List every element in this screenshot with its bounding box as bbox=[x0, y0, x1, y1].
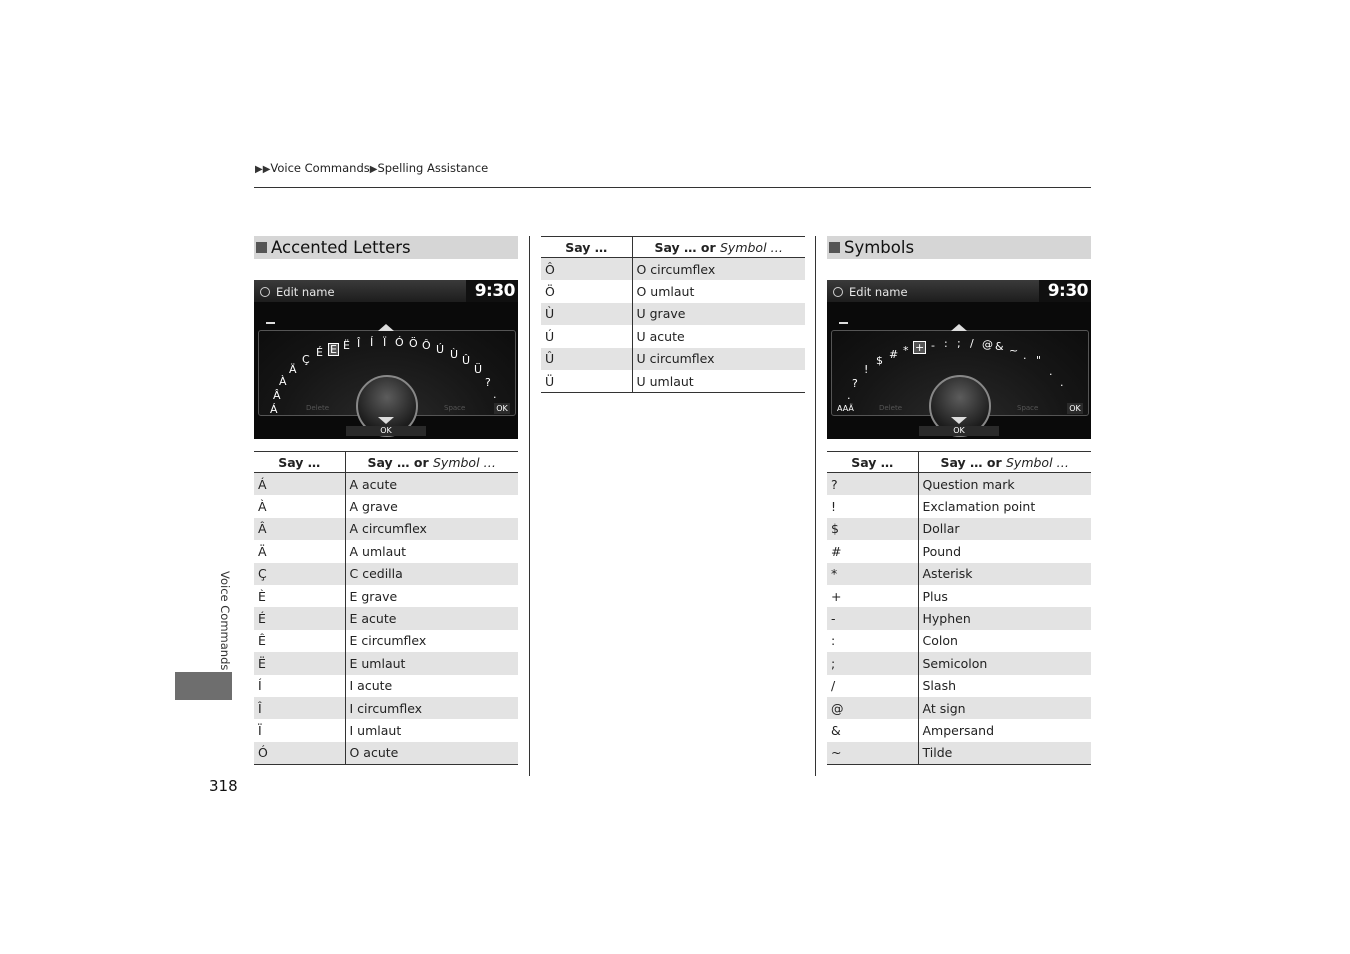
wheel-char[interactable]: / bbox=[970, 337, 974, 350]
up-arrow-icon bbox=[378, 324, 394, 331]
table-row: Â A circumflex bbox=[254, 518, 518, 540]
wheel-char[interactable]: Ï bbox=[383, 336, 387, 349]
table-row: Ê E circumflex bbox=[254, 630, 518, 652]
wheel-char[interactable]: Î bbox=[357, 337, 361, 350]
wheel-char[interactable]: Ú bbox=[436, 343, 445, 356]
wheel-char[interactable]: Ù bbox=[450, 348, 459, 361]
wheel-char[interactable]: Ë bbox=[343, 339, 350, 352]
home-icon bbox=[833, 287, 843, 297]
table-header-row bbox=[254, 452, 518, 473]
delete-label: Delete bbox=[306, 404, 329, 412]
wheel-char[interactable]: @ bbox=[982, 338, 993, 351]
accented-letters-screen bbox=[254, 280, 518, 439]
breadcrumb-item-voice-commands[interactable]: Voice Commands bbox=[270, 161, 370, 175]
wheel-char[interactable]: ; bbox=[957, 337, 961, 350]
wheel-char[interactable]: Ä bbox=[289, 363, 297, 376]
table-row: Î I circumflex bbox=[254, 697, 518, 719]
wheel-char[interactable]: " bbox=[1036, 354, 1042, 367]
table-row: Ù U grave bbox=[541, 303, 805, 325]
wheel-char[interactable]: Í bbox=[370, 336, 374, 349]
symbols-screen bbox=[827, 280, 1091, 439]
table-row: Û U circumflex bbox=[541, 348, 805, 370]
down-arrow-icon bbox=[378, 417, 394, 424]
wheel-char[interactable]: . bbox=[1049, 365, 1053, 378]
chapter-tab bbox=[175, 672, 232, 700]
wheel-char[interactable]: : bbox=[944, 337, 948, 350]
wheel-char[interactable]: * bbox=[903, 344, 909, 357]
side-chapter-label: Voice Commands bbox=[218, 571, 232, 671]
down-arrow-icon bbox=[951, 417, 967, 424]
ok-right-button[interactable]: OK bbox=[494, 403, 510, 414]
table-row: Í I acute bbox=[254, 675, 518, 697]
table-row: @ At sign bbox=[827, 697, 1091, 719]
text-cursor bbox=[839, 322, 848, 324]
wheel-char-selected[interactable]: + bbox=[915, 341, 925, 354]
table-row: : Colon bbox=[827, 630, 1091, 652]
table-row: # Pound bbox=[827, 540, 1091, 562]
table-row: Ë E umlaut bbox=[254, 652, 518, 674]
col-header-say-or-symbol: Say … or Symbol … bbox=[632, 237, 805, 258]
wheel-char[interactable]: . bbox=[1023, 349, 1027, 362]
wheel-char[interactable]: Û bbox=[462, 354, 471, 367]
table-row: & Ampersand bbox=[827, 719, 1091, 741]
table-row: Á A acute bbox=[254, 473, 518, 496]
case-toggle-label[interactable]: AAÄ bbox=[837, 404, 854, 413]
ok-button[interactable]: OK bbox=[919, 426, 999, 436]
text-cursor bbox=[266, 322, 275, 324]
col-header-say: Say … bbox=[827, 452, 918, 473]
wheel-char[interactable]: Â bbox=[273, 389, 281, 402]
wheel-char[interactable]: Ô bbox=[422, 339, 431, 352]
table-row: À A grave bbox=[254, 495, 518, 517]
wheel-char[interactable]: Ü bbox=[474, 363, 483, 376]
col-header-say-or-symbol: Say … or Symbol … bbox=[345, 452, 518, 473]
wheel-char[interactable]: Ö bbox=[409, 337, 418, 350]
wheel-char[interactable]: $ bbox=[876, 354, 883, 367]
section-heading-symbols: Symbols bbox=[827, 236, 1091, 259]
wheel-char[interactable]: Á bbox=[270, 403, 278, 416]
wheel-char[interactable]: À bbox=[279, 375, 287, 388]
breadcrumb-item-spelling-assistance[interactable]: Spelling Assistance bbox=[377, 161, 489, 175]
breadcrumb-arrow-icon: ▶ bbox=[369, 164, 378, 175]
wheel-char[interactable]: # bbox=[889, 348, 899, 361]
heading-square-icon bbox=[256, 242, 267, 253]
col-header-say: Say … bbox=[541, 237, 632, 258]
table-row: + Plus bbox=[827, 585, 1091, 607]
header-divider bbox=[254, 187, 1091, 188]
table-row: ? Question mark bbox=[827, 473, 1091, 496]
wheel-char[interactable]: & bbox=[995, 340, 1004, 353]
column-divider bbox=[815, 236, 816, 776]
heading-square-icon bbox=[829, 242, 840, 253]
table-row: Ô O circumflex bbox=[541, 258, 805, 281]
ok-right-button[interactable]: OK bbox=[1067, 403, 1083, 414]
wheel-char[interactable]: ! bbox=[864, 363, 869, 376]
ok-button[interactable]: OK bbox=[346, 426, 426, 436]
wheel-char[interactable]: . bbox=[493, 388, 497, 401]
table-row: Ä A umlaut bbox=[254, 540, 518, 562]
breadcrumb bbox=[255, 161, 488, 175]
wheel-char[interactable]: Ó bbox=[395, 336, 404, 349]
breadcrumb-arrow-icon: ▶▶ bbox=[255, 164, 271, 175]
table-row: * Asterisk bbox=[827, 563, 1091, 585]
screen-title: Edit name bbox=[849, 285, 908, 299]
table-row: È E grave bbox=[254, 585, 518, 607]
wheel-char[interactable]: . bbox=[1060, 376, 1064, 389]
table-row: É E acute bbox=[254, 607, 518, 629]
table-header-row bbox=[541, 237, 805, 258]
table-row: ~ Tilde bbox=[827, 742, 1091, 765]
accented-letters-table bbox=[254, 451, 518, 765]
table-row: / Slash bbox=[827, 675, 1091, 697]
column-divider bbox=[529, 236, 530, 776]
table-row: Ú U acute bbox=[541, 325, 805, 347]
table-row: Ö O umlaut bbox=[541, 280, 805, 302]
home-icon bbox=[260, 287, 270, 297]
wheel-char[interactable]: - bbox=[931, 339, 935, 352]
screen-clock: 9:30 bbox=[1047, 281, 1088, 301]
table-row: Ü U umlaut bbox=[541, 370, 805, 393]
wheel-char[interactable]: ? bbox=[485, 376, 491, 389]
wheel-char[interactable]: ? bbox=[852, 377, 858, 390]
table-header-row bbox=[827, 452, 1091, 473]
wheel-char[interactable]: É bbox=[316, 346, 323, 359]
delete-label: Delete bbox=[879, 404, 902, 412]
accented-letters-table-continued bbox=[541, 236, 805, 393]
wheel-char[interactable]: . bbox=[847, 389, 851, 402]
screen-title: Edit name bbox=[276, 285, 335, 299]
up-arrow-icon bbox=[951, 324, 967, 331]
table-row: Ó O acute bbox=[254, 742, 518, 765]
wheel-char[interactable]: Ç bbox=[302, 353, 310, 366]
table-row: - Hyphen bbox=[827, 607, 1091, 629]
table-row: Ç C cedilla bbox=[254, 563, 518, 585]
table-row: ; Semicolon bbox=[827, 652, 1091, 674]
table-row: ! Exclamation point bbox=[827, 495, 1091, 517]
wheel-char-selected[interactable]: E bbox=[330, 343, 337, 356]
space-label: Space bbox=[444, 404, 466, 412]
screen-clock: 9:30 bbox=[474, 281, 515, 301]
symbols-table bbox=[827, 451, 1091, 765]
space-label: Space bbox=[1017, 404, 1039, 412]
section-heading-accented-letters: Accented Letters bbox=[254, 236, 518, 259]
col-header-say-or-symbol: Say … or Symbol … bbox=[918, 452, 1091, 473]
wheel-char[interactable]: ~ bbox=[1009, 344, 1019, 357]
col-header-say: Say … bbox=[254, 452, 345, 473]
page-number: 318 bbox=[209, 777, 238, 795]
table-row: $ Dollar bbox=[827, 518, 1091, 540]
table-row: Ï I umlaut bbox=[254, 719, 518, 741]
